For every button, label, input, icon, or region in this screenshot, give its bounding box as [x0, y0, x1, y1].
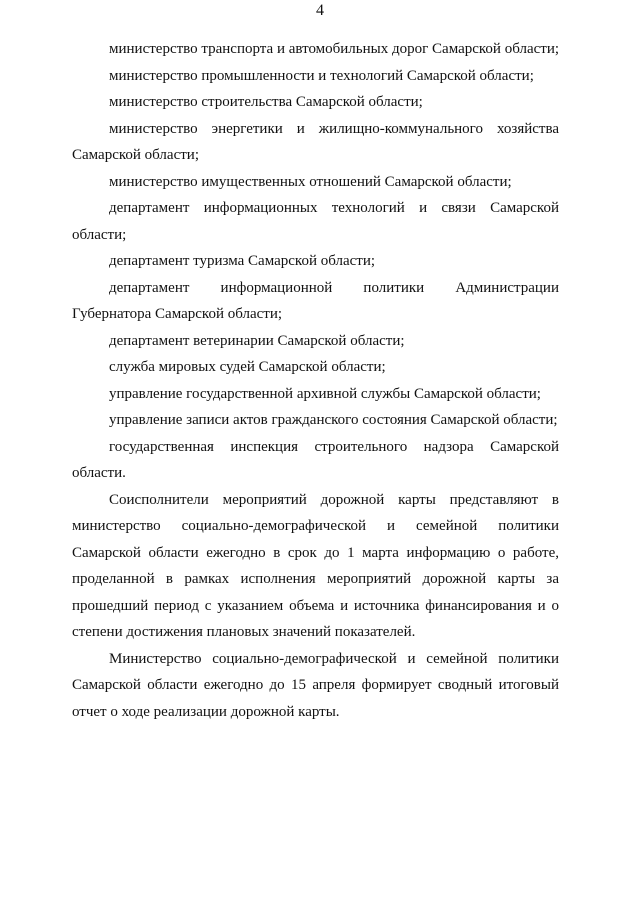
list-item: департамент ветеринарии Самарской области;	[109, 332, 405, 349]
list-item: департамент информационной политики Администрации Губернатора Самарской области;	[72, 279, 559, 322]
list-item: государственная инспекция строительного надзора Самарской области.	[72, 438, 559, 481]
list-item: министерство транспорта и автомобильных дорог Самарской области;	[109, 41, 560, 57]
list-item: управление записи актов гражданского состояния Самарской области;	[109, 412, 558, 428]
list-item: департамент туризма Самарской области;	[109, 253, 376, 269]
page-number: 4	[316, 2, 324, 19]
list-item: министерство промышленности и технологий Самарской области;	[109, 67, 534, 84]
document-body	[72, 36, 559, 725]
list-item: министерство энергетики и жилищно-коммунального хозяйства Самарской области;	[72, 120, 559, 163]
list-item: департамент информационных технологий и связи Самарской области;	[72, 200, 559, 243]
list-item: управление государственной архивной службы Самарской области;	[109, 385, 541, 402]
list-item: министерство строительства Самарской области;	[109, 94, 423, 110]
paragraph: Министерство социально-демографической и семейной политики Самарской области ежегодно до 15 апреля формирует сводный итоговый отчет о ходе реализации дорожной карты.	[72, 650, 559, 720]
list-item: служба мировых судей Самарской области;	[109, 359, 386, 375]
list-item: министерство имущественных отношений Самарской области;	[109, 173, 512, 190]
paragraph: Соисполнители мероприятий дорожной карты представляют в министерство социально-демографической и семейной политики Самарской области ежегодно в срок до 1 марта информацию о работе, проделанной в рамках исполнения мероприятий дорожной карты за прошедший период с указанием объема и источника финансирования и о степени достижения плановых значений показателей.	[72, 491, 559, 640]
